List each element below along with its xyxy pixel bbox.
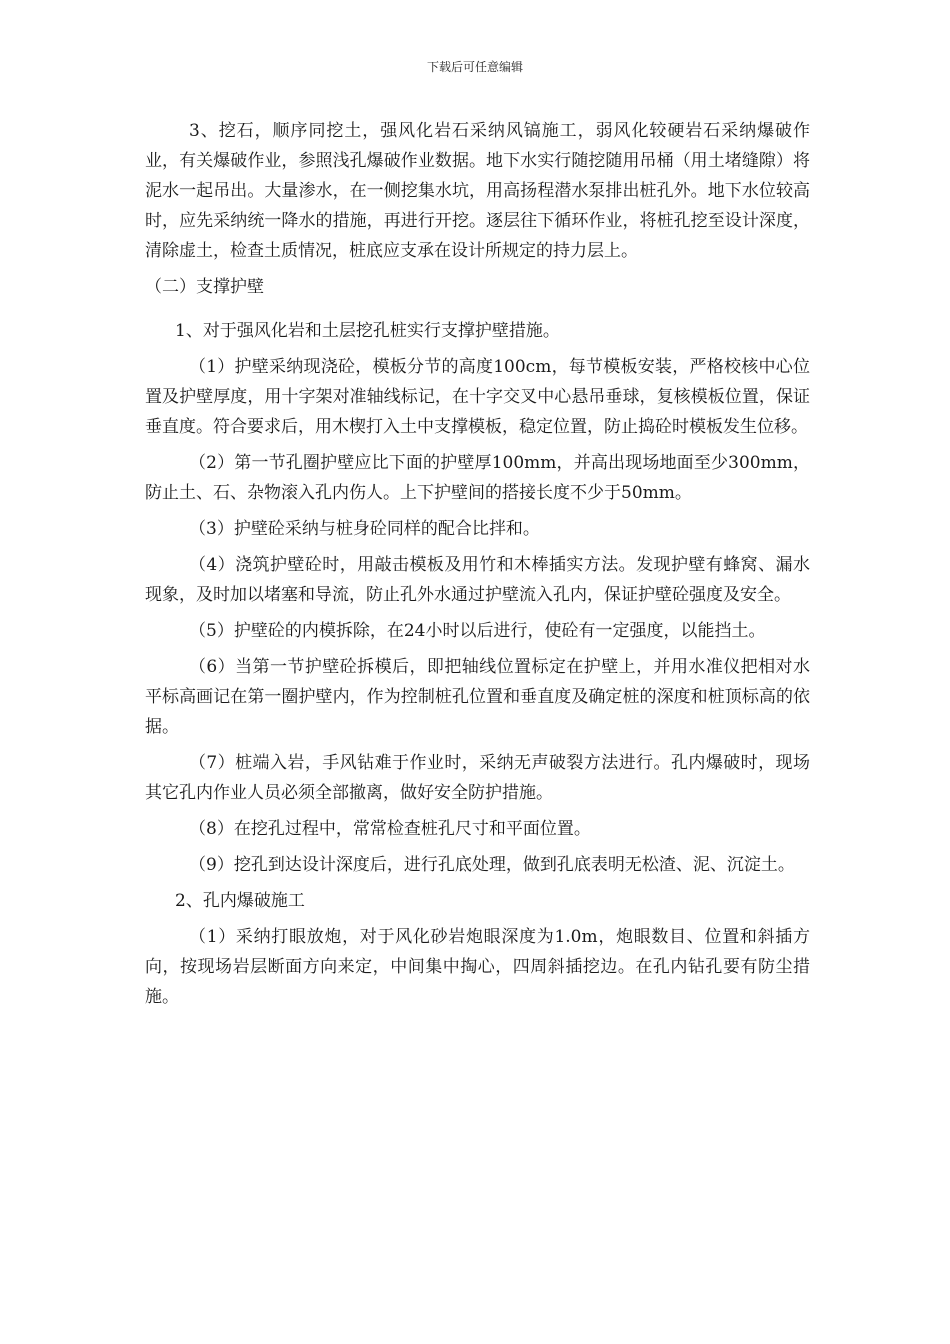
paragraph-item-1: 1、对于强风化岩和土层挖孔桩实行支撑护壁措施。: [175, 321, 560, 341]
paragraph-blasting-1: （1）采纳打眼放炮，对于风化砂岩炮眼深度为1.0m，炮眼数目、位置和斜插方向，按现场岩层断面方向来定，中间集中掏心，四周斜插挖边。在孔内钻孔要有防尘措施。: [145, 927, 810, 1007]
paragraph-sub-3: （3）护壁砼采纳与桩身砼同样的配合比拌和。: [189, 519, 540, 539]
paragraph-item-2: 2、孔内爆破施工: [175, 891, 305, 911]
paragraph-sub-4: （4）浇筑护壁砼时，用敲击模板及用竹和木棒插实方法。发现护壁有蜂窝、漏水现象，及时加以堵塞和导流，防止孔外水通过护壁流入孔内，保证护壁砼强度及安全。: [145, 555, 810, 605]
paragraph-sub-9: （9）挖孔到达设计深度后，进行孔底处理，做到孔底表明无松渣、泥、沉淀土。: [189, 855, 795, 875]
paragraph-dig-rock: 3、挖石，顺序同挖土，强风化岩石采纳风镐施工，弱风化较硬岩石采纳爆破作业，有关爆破作业，参照浅孔爆破作业数据。地下水实行随挖随用吊桶（用土堵缝隙）将泥水一起吊出。大量渗水，在一侧挖集水坑，用高扬程潜水泵排出桩孔外。地下水位较高时，应先采纳统一降水的措施，再进行开挖。逐层往下循环作业，将桩孔挖至设计深度，清除虚土，检查土质情况，桩底应支承在设计所规定的持力层上。: [145, 121, 810, 261]
paragraph-sub-8: （8）在挖孔过程中，常常检查桩孔尺寸和平面位置。: [189, 819, 591, 839]
paragraph-sub-1: （1）护壁采纳现浇砼，模板分节的高度100cm，每节模板安装，严格校核中心位置及护壁厚度，用十字架对准轴线标记，在十字交叉中心悬吊垂球，复核模板位置，保证垂直度。符合要求后，用木楔打入土中支撑模板，稳定位置，防止捣砼时模板发生位移。: [145, 357, 810, 437]
paragraph-sub-2: （2）第一节孔圈护壁应比下面的护壁厚100mm，并高出现场地面至少300mm，防止土、石、杂物滚入孔内伤人。上下护壁间的搭接长度不少于50mm。: [145, 453, 810, 503]
page-header: 下载后可任意编辑: [426, 60, 523, 74]
paragraph-sub-6: （6）当第一节护壁砼拆模后，即把轴线位置标定在护壁上，并用水准仪把相对水平标高画记在第一圈护壁内，作为控制桩孔位置和垂直度及确定桩的深度和桩顶标高的依据。: [145, 657, 810, 737]
section-heading-support-wall: （二）支撑护壁: [145, 277, 264, 297]
document-body: [145, 116, 810, 1012]
paragraph-sub-5: （5）护壁砼的内模拆除，在24小时以后进行，使砼有一定强度，以能挡土。: [189, 621, 766, 641]
paragraph-sub-7: （7）桩端入岩，手风钻难于作业时，采纳无声破裂方法进行。孔内爆破时，现场其它孔内作业人员必须全部撤离，做好安全防护措施。: [145, 753, 810, 803]
